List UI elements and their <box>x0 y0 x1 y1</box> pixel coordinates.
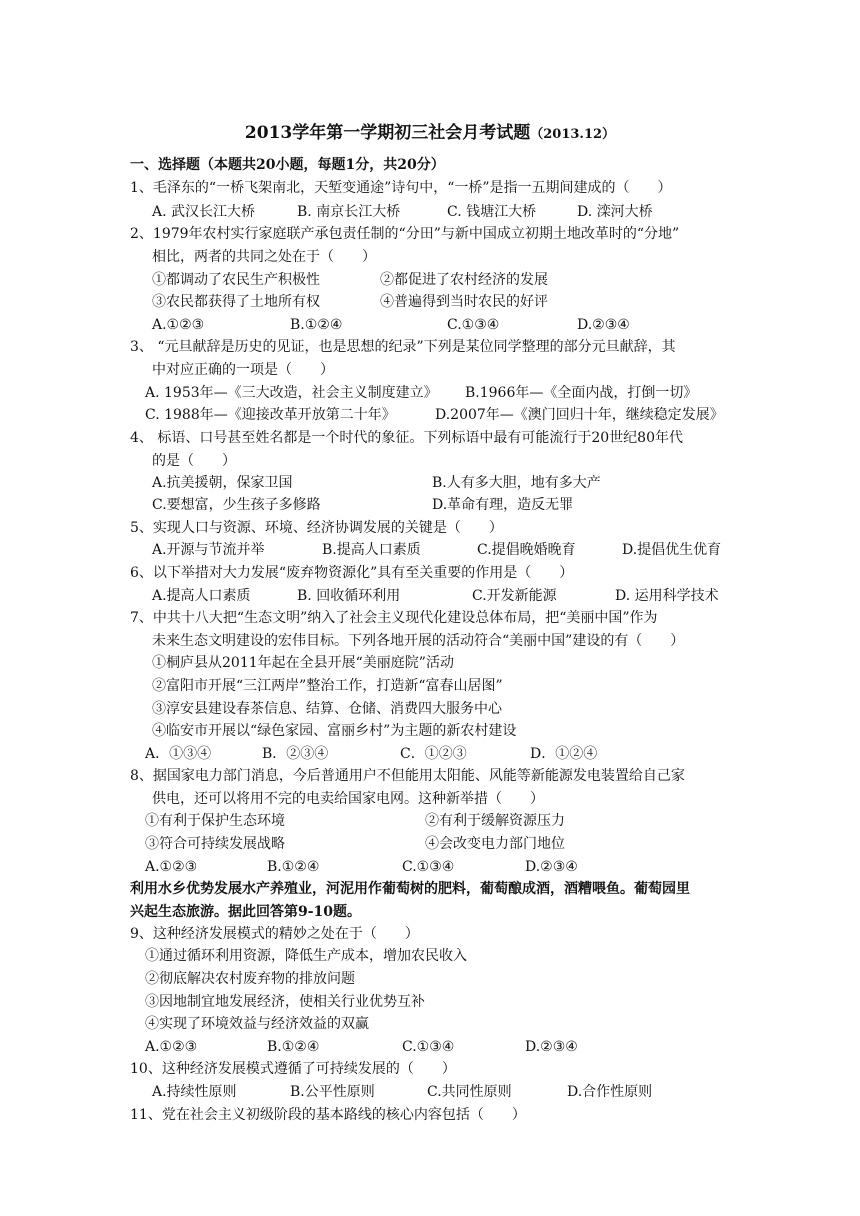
q3-option-b: B.1966年—《全面内战，打倒一切》 <box>465 385 698 401</box>
q1-option-a: A. 武汉长江大桥 <box>152 204 256 220</box>
q9-item-1: ①通过循环利用资源，降低生产成本，增加农民收入 <box>145 948 467 964</box>
q2-option-c: C.①③④ <box>447 317 500 333</box>
q1-option-c: C. 钱塘江大桥 <box>447 204 537 220</box>
q4-option-a: A.抗美援朝，保家卫国 <box>152 475 293 491</box>
q7-stem-line2: 未来生态文明建设的宏伟目标。下列各地开展的活动符合“美丽中国”建设的有（ ） <box>152 633 685 649</box>
q7-option-c: C．①②③ <box>400 746 467 762</box>
q8-option-b: B.①②④ <box>267 859 320 875</box>
q9-item-2: ②彻底解决农村废弃物的排放问题 <box>145 971 355 987</box>
q1-option-b: B. 南京长江大桥 <box>297 204 401 220</box>
q10-option-b: B.公平性原则 <box>290 1084 375 1100</box>
q2-option-d: D.②③④ <box>577 317 630 333</box>
q6-option-b: B. 回收循环利用 <box>297 588 401 604</box>
q4-stem-line2: 的是（ ） <box>152 453 236 469</box>
q7-item-3: ③淳安县建设春茶信息、结算、仓储、消费四大服务中心 <box>152 701 502 717</box>
q3-option-a: A. 1953年—《三大改造，社会主义制度建立》 <box>145 385 438 401</box>
q3-stem-line1: 3、 “元旦献辞是历史的见证，也是思想的纪录”下列是某位同学整理的部分元旦献辞，其 <box>130 339 676 355</box>
q2-stem-line1: 2、1979年农村实行家庭联产承包责任制的“分田”与新中国成立初期土地改革时的“分地” <box>130 226 680 242</box>
q8-item-4: ④会改变电力部门地位 <box>425 836 565 852</box>
q4-option-b: B.人有多大胆，地有多大产 <box>432 475 601 491</box>
q9-option-c: C.①③④ <box>402 1039 455 1055</box>
page-title <box>0 118 860 143</box>
q2-stem-line2: 相比，两者的共同之处在于（ ） <box>152 249 376 265</box>
q3-option-d: D.2007年—《澳门回归十年，继续稳定发展》 <box>435 407 724 423</box>
q11-stem: 11、党在社会主义初级阶段的基本路线的核心内容包括（ ） <box>130 1107 526 1123</box>
q8-item-1: ①有利于保护生态环境 <box>145 813 285 829</box>
q8-stem-line2: 供电，还可以将用不完的电卖给国家电网。这种新举措（ ） <box>152 791 544 807</box>
q8-option-c: C.①③④ <box>402 859 455 875</box>
section-heading: 一、选择题（本题共20小题，每题1分，共20分） <box>130 157 445 173</box>
q2-item-1: ①都调动了农民生产积极性 <box>152 272 320 288</box>
q8-option-d: D.②③④ <box>525 859 578 875</box>
q8-option-a: A.①②③ <box>145 859 198 875</box>
q4-option-d: D.革命有理，造反无罪 <box>432 497 574 513</box>
q7-stem-line1: 7、中共十八大把“生态文明”纳入了社会主义现代化建设总体布局，把“美丽中国”作为 <box>130 610 658 626</box>
q6-stem: 6、以下举措对大力发展“废弃物资源化”具有至关重要的作用是（ ） <box>130 565 574 581</box>
q5-option-b: B.提高人口素质 <box>322 542 421 558</box>
q6-option-c: C.开发新能源 <box>472 588 557 604</box>
q2-item-3: ③农民都获得了土地所有权 <box>152 294 320 310</box>
q5-option-a: A.开源与节流并举 <box>152 542 265 558</box>
q7-option-b: B．②③④ <box>262 746 329 762</box>
q5-option-d: D.提倡优生优育 <box>622 542 722 558</box>
q6-option-d: D. 运用科学技术 <box>615 588 719 604</box>
q7-item-1: ①桐庐县从2011年起在全县开展“美丽庭院”活动 <box>152 655 454 671</box>
q10-stem: 10、这种经济发展模式遵循了可持续发展的（ ） <box>130 1061 456 1077</box>
q2-option-a: A.①②③ <box>152 317 205 333</box>
q6-option-a: A.提高人口素质 <box>152 588 251 604</box>
q2-option-b: B.①②④ <box>290 317 343 333</box>
q4-stem-line1: 4、 标语、口号甚至姓名都是一个时代的象征。下列标语中最有可能流行于20世纪80年代 <box>130 430 683 446</box>
q5-option-c: C.提倡晚婚晚育 <box>477 542 576 558</box>
q7-item-4: ④临安市开展以“绿色家园、富丽乡村”为主题的新农村建设 <box>152 723 517 739</box>
title-main: 2013学年第一学期初三社会月考试题 <box>244 123 531 143</box>
q10-option-d: D.合作性原则 <box>567 1084 653 1100</box>
q8-item-3: ③符合可持续发展战略 <box>145 836 285 852</box>
q9-option-d: D.②③④ <box>525 1039 578 1055</box>
passage-line1: 利用水乡优势发展水产养殖业，河泥用作葡萄树的肥料，葡萄酿成酒，酒糟喂鱼。葡萄园里 <box>130 881 690 897</box>
q3-stem-line2: 中对应正确的一项是（ ） <box>152 362 334 378</box>
q3-option-c: C. 1988年—《迎接改革开放第二十年》 <box>145 407 396 423</box>
q1-stem: 1、毛泽东的“一桥飞架南北，天堑变通途”诗句中，“一桥”是指一五期间建成的（ ） <box>130 180 672 196</box>
q2-item-4: ④普遍得到当时农民的好评 <box>380 294 548 310</box>
q10-option-a: A.持续性原则 <box>152 1084 237 1100</box>
q9-option-b: B.①②④ <box>267 1039 320 1055</box>
q2-item-2: ②都促进了农村经济的发展 <box>380 272 548 288</box>
title-date: （2013.12） <box>530 127 616 142</box>
q8-item-2: ②有利于缓解资源压力 <box>425 813 565 829</box>
q9-option-a: A.①②③ <box>145 1039 198 1055</box>
q9-stem: 9、这种经济发展模式的精妙之处在于（ ） <box>130 926 419 942</box>
q9-item-3: ③因地制宜地发展经济，使相关行业优势互补 <box>145 994 425 1010</box>
q10-option-c: C.共同性原则 <box>427 1084 512 1100</box>
q7-option-a: A．①③④ <box>145 746 212 762</box>
q7-option-d: D．①②④ <box>530 746 598 762</box>
q9-item-4: ④实现了环境效益与经济效益的双赢 <box>145 1016 369 1032</box>
q4-option-c: C.要想富，少生孩子多修路 <box>152 497 321 513</box>
passage-line2: 兴起生态旅游。据此回答第9-10题。 <box>130 904 362 920</box>
q7-item-2: ②富阳市开展“三江两岸”整治工作，打造新“富春山居图” <box>152 678 503 694</box>
q5-stem: 5、实现人口与资源、环境、经济协调发展的关键是（ ） <box>130 520 503 536</box>
q8-stem-line1: 8、据国家电力部门消息，今后普通用户不但能用太阳能、风能等新能源发电装置给自己家 <box>130 768 685 784</box>
q1-option-d: D. 滦河大桥 <box>577 204 653 220</box>
